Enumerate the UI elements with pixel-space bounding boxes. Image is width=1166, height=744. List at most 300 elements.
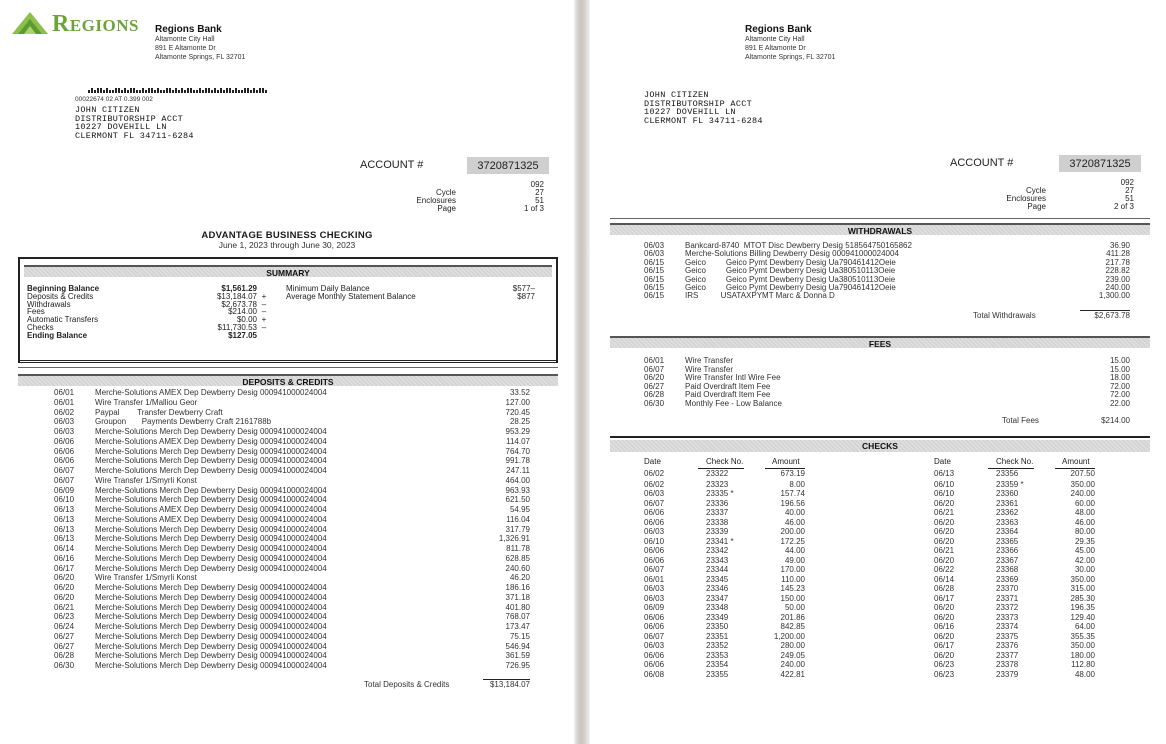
transaction-amount: 15.00 (1109, 356, 1130, 365)
check-date: 06/14 (934, 574, 955, 584)
checks-header-date: Date (644, 457, 661, 466)
statement-meta-labels (970, 179, 1046, 211)
deposits-row (0, 622, 574, 632)
check-date: 06/20 (934, 603, 955, 612)
check-number: 23353 (706, 650, 729, 660)
page-label: Page (437, 204, 456, 213)
postal-barcode (88, 85, 270, 93)
check-date: 06/17 (934, 593, 955, 603)
transaction-description: Merche-Solutions AMEX Dep Dewberry Desig 000941000024004 (95, 388, 327, 397)
fees-row (590, 356, 1166, 365)
check-date: 06/28 (934, 584, 955, 593)
check-date: 06/06 (644, 612, 665, 622)
transaction-description: Geico Geico Pymt Dewberry Desig Ua790461412Oeie (685, 257, 896, 267)
transaction-amount: 114.07 (506, 436, 530, 446)
check-amount: 50.00 (784, 603, 805, 612)
check-row (930, 584, 1130, 594)
check-row (640, 594, 840, 604)
check-row (640, 489, 840, 499)
check-number: 23379 (996, 669, 1019, 679)
checks-header: CHECKS (610, 440, 1150, 452)
page-divider (574, 0, 590, 744)
check-amount: 49.00 (784, 555, 805, 565)
check-number: 23335 * (706, 489, 734, 498)
transaction-amount: 75.15 (509, 631, 530, 641)
summary-section (18, 259, 558, 363)
check-number: 23359 * (996, 479, 1024, 489)
transaction-amount: 764.70 (505, 446, 530, 456)
summary-row (20, 308, 556, 316)
transaction-date: 06/07 (644, 364, 665, 374)
transaction-date: 06/07 (54, 466, 75, 475)
summary-value: $11,730.53 (217, 322, 257, 332)
summary-label: Ending Balance (27, 330, 88, 340)
transaction-amount: 186.16 (505, 583, 530, 592)
check-date: 06/02 (644, 479, 665, 489)
check-date: 06/06 (644, 517, 665, 527)
transaction-date: 06/27 (54, 641, 75, 651)
transaction-amount: 401.80 (505, 602, 530, 612)
transaction-description: Merche-Solutions Merch Dep Dewberry Desig 000941000024004 (95, 553, 327, 563)
transaction-date: 06/30 (54, 661, 75, 670)
check-amount: 180.00 (1070, 650, 1095, 660)
deposits-row (0, 564, 574, 574)
check-row (640, 641, 840, 651)
check-number: 23345 (706, 574, 729, 584)
check-row (930, 641, 1130, 651)
total-deposits-label: Total Deposits & Credits (364, 680, 450, 689)
transaction-description: Wire Transfer Intl Wire Fee (685, 373, 781, 383)
transaction-date: 06/10 (54, 495, 75, 505)
transaction-description: Merche-Solutions Merch Dep Dewberry Desig 000941000024004 (95, 583, 327, 592)
transaction-amount: 1,300.00 (1098, 291, 1130, 301)
transaction-description: Merche-Solutions Merch Dep Dewberry Desig 000941000024004 (95, 651, 327, 661)
transaction-amount: 991.78 (505, 456, 530, 466)
check-number: 23360 (996, 489, 1019, 498)
check-row (930, 670, 1130, 680)
check-amount: 350.00 (1070, 574, 1095, 584)
check-date: 06/08 (644, 669, 665, 679)
check-number: 23336 (706, 498, 729, 508)
check-date: 06/23 (934, 669, 955, 679)
transaction-description: Geico Geico Pymt Dewberry Desig Ua380510113Oeie (685, 274, 896, 284)
total-withdrawals-value: $2,673.78 (1094, 311, 1130, 320)
check-amount: 30.00 (1074, 565, 1095, 574)
check-amount: 842.85 (780, 622, 805, 631)
total-deposits-value: $13,184.07 (489, 680, 530, 689)
check-amount: 29.35 (1074, 536, 1095, 546)
check-number: 23370 (996, 584, 1019, 593)
check-number: 23341 * (706, 536, 734, 546)
deposits-row (0, 447, 574, 457)
transaction-amount: 720.45 (505, 407, 530, 417)
summary-label: Beginning Balance (27, 284, 100, 293)
summary-sign: – (261, 307, 267, 317)
check-date: 06/20 (934, 650, 955, 660)
deposits-row (0, 651, 574, 661)
check-number: 23342 (706, 546, 729, 555)
transaction-description: Merche-Solutions Merch Dep Dewberry Desig 000941000024004 (95, 622, 327, 631)
transaction-date: 06/15 (644, 257, 665, 267)
check-number: 23352 (706, 641, 729, 650)
check-amount: 46.00 (784, 517, 805, 527)
deposits-row (0, 408, 574, 418)
withdrawals-row (590, 291, 1166, 299)
check-row (640, 518, 840, 528)
check-amount: 422.81 (780, 669, 805, 679)
transaction-description: Merche-Solutions Merch Dep Dewberry Desig 000941000024004 (95, 592, 327, 602)
page-number: 2 of 3 (1113, 202, 1134, 211)
transaction-amount: 247.11 (506, 466, 530, 475)
deposits-row (0, 495, 574, 505)
transaction-amount: 361.59 (505, 651, 530, 661)
check-amount: 170.00 (780, 565, 805, 574)
fees-row (590, 373, 1166, 382)
withdrawals-row (590, 258, 1166, 266)
transaction-date: 06/15 (644, 274, 665, 284)
transaction-description: Merche-Solutions Merch Dep Dewberry Desig 000941000024004 (95, 446, 327, 456)
check-amount: 112.80 (1071, 660, 1095, 669)
transaction-date: 06/24 (54, 622, 75, 631)
check-row (640, 584, 840, 594)
transaction-amount: 54.95 (509, 505, 530, 514)
check-amount: 48.00 (1074, 508, 1095, 517)
check-amount: 8.00 (789, 479, 805, 489)
transaction-description: Wire Transfer 1/Malliou Geor (95, 397, 198, 407)
transaction-description: Wire Transfer 1/Smyrli Konst (95, 573, 197, 583)
transaction-date: 06/28 (644, 390, 665, 400)
check-date: 06/02 (644, 469, 665, 478)
check-number: 23367 (996, 555, 1019, 565)
transaction-date: 06/03 (644, 249, 665, 259)
check-number: 23354 (706, 660, 729, 669)
transaction-amount: 36.90 (1109, 241, 1130, 250)
summary-sign: – (261, 322, 267, 332)
transaction-amount: 173.47 (505, 622, 530, 631)
check-number: 23350 (706, 622, 729, 631)
transaction-date: 06/13 (54, 505, 75, 514)
check-date: 06/06 (644, 650, 665, 660)
regions-wordmark: Regions (52, 11, 139, 37)
transaction-date: 06/09 (54, 485, 75, 495)
summary-value: $2,673.78 (221, 299, 257, 309)
transaction-amount: 72.00 (1109, 381, 1130, 391)
check-date: 06/20 (934, 517, 955, 527)
transaction-date: 06/13 (54, 514, 75, 524)
check-date: 06/07 (644, 631, 665, 641)
check-number: 23349 (706, 612, 729, 622)
transaction-description: Groupon Payments Dewberry Craft 2161788b (95, 417, 272, 427)
summary-label: Checks (27, 322, 54, 332)
bank-address-line: Altamonte City Hall (155, 36, 215, 43)
transaction-description: Merche-Solutions AMEX Dep Dewberry Desig 000941000024004 (95, 505, 327, 514)
check-date: 06/06 (644, 546, 665, 555)
check-row (930, 622, 1130, 632)
check-amount: 673.19 (780, 469, 805, 478)
summary-label: Automatic Transfers (27, 315, 99, 325)
checks-header-date: Date (934, 457, 951, 466)
transaction-description: Geico Geico Pymt Dewberry Desig Ua790461412Oeie (685, 283, 896, 292)
product-title: ADVANTAGE BUSINESS CHECKING (201, 230, 373, 241)
transaction-description: Wire Transfer (685, 364, 734, 374)
deposits-row (0, 388, 574, 398)
summary-value: $0.00 (236, 315, 257, 325)
check-row (930, 546, 1130, 556)
summary-header: SUMMARY (24, 265, 552, 277)
check-number: 23377 (996, 650, 1019, 660)
check-amount: 196.35 (1070, 603, 1095, 612)
transaction-description: Paid Overdraft Item Fee (685, 381, 771, 391)
summary-sign: – (261, 299, 267, 309)
customer-address-line: DISTRIBUTORSHIP ACCT (644, 98, 753, 109)
transaction-amount: 239.00 (1105, 274, 1130, 284)
check-number: 23363 (996, 517, 1019, 527)
deposits-table (0, 388, 574, 678)
deposits-row (0, 661, 574, 671)
transaction-date: 06/01 (54, 397, 75, 407)
summary-row (20, 316, 556, 324)
check-date: 06/06 (644, 622, 665, 631)
deposits-row (0, 486, 574, 496)
transaction-date: 06/17 (54, 563, 75, 573)
checks-column-headers (640, 457, 840, 468)
check-date: 06/03 (644, 641, 665, 650)
transaction-amount: 127.00 (505, 397, 530, 407)
check-row (930, 613, 1130, 623)
check-row (930, 518, 1130, 528)
check-row (640, 546, 840, 556)
check-date: 06/20 (934, 631, 955, 641)
check-amount: 45.00 (1074, 546, 1095, 555)
check-row (930, 480, 1130, 490)
check-number: 23378 (996, 660, 1019, 669)
deposits-row (0, 612, 574, 622)
deposits-header: DEPOSITS & CREDITS (18, 374, 558, 386)
check-amount: 240.00 (780, 660, 805, 669)
transaction-amount: 1,326.91 (498, 534, 530, 544)
transaction-description: Merche-Solutions Billing Dewberry Desig 000941000024004 (685, 249, 899, 259)
check-date: 06/20 (934, 527, 955, 536)
transaction-amount: 240.60 (505, 563, 530, 573)
statement-meta-values (1080, 179, 1134, 211)
check-date: 06/10 (934, 489, 955, 498)
transaction-amount: 464.00 (505, 475, 530, 485)
deposits-row (0, 476, 574, 486)
transaction-date: 06/16 (54, 553, 75, 563)
customer-address-line: CLERMONT FL 34711-6284 (75, 130, 194, 141)
regions-leaf-icon (12, 12, 48, 34)
bank-name: Regions Bank (155, 24, 222, 35)
deposits-row (0, 554, 574, 564)
bank-address-line: 891 E Altamonte Dr (745, 45, 806, 52)
statement-page-2 (590, 0, 1166, 744)
deposits-row (0, 525, 574, 535)
enclosures-value: 51 (1125, 194, 1134, 203)
check-amount: 1,200.00 (773, 631, 805, 641)
transaction-amount: 15.00 (1109, 364, 1130, 374)
check-date: 06/16 (934, 622, 955, 631)
fees-row (590, 390, 1166, 399)
checks-table-left (640, 457, 840, 697)
check-date: 06/20 (934, 612, 955, 622)
summary-row (20, 332, 556, 340)
withdrawals-row (590, 249, 1166, 257)
summary-value: $1,561.29 (221, 284, 257, 293)
withdrawals-row (590, 266, 1166, 274)
check-number: 23362 (996, 508, 1019, 517)
transaction-description: Merche-Solutions AMEX Dep Dewberry Desig 000941000024004 (95, 436, 327, 446)
check-row (640, 613, 840, 623)
checks-header-amount: Amount (772, 457, 800, 466)
check-number: 23375 (996, 631, 1019, 641)
transaction-description: IRS USATAXPYMT Marc & Donna D (685, 291, 835, 301)
transaction-date: 06/15 (644, 266, 665, 276)
check-number: 23369 (996, 574, 1019, 584)
deposits-row (0, 417, 574, 427)
bank-address-line: 891 E Altamonte Dr (155, 45, 216, 52)
check-number: 23366 (996, 546, 1019, 555)
summary-row (20, 301, 556, 309)
transaction-amount: 726.95 (505, 661, 530, 670)
check-row (640, 670, 840, 680)
check-row (640, 508, 840, 518)
check-row (930, 499, 1130, 509)
check-row (640, 660, 840, 670)
check-row (640, 527, 840, 537)
check-row (930, 575, 1130, 585)
check-amount: 60.00 (1074, 498, 1095, 508)
transaction-date: 06/02 (54, 407, 75, 417)
transaction-date: 06/13 (54, 524, 75, 534)
bank-address (745, 24, 835, 62)
divider (610, 436, 1150, 438)
summary-sign: + (261, 291, 267, 301)
check-amount: 48.00 (1074, 669, 1095, 679)
transaction-description: Merche-Solutions Merch Dep Dewberry Desig 000941000024004 (95, 524, 327, 534)
check-number: 23347 (706, 593, 729, 603)
deposits-row (0, 632, 574, 642)
summary-stat-label: Average Monthly Statement Balance (286, 291, 416, 301)
enclosures-label: Enclosures (416, 196, 456, 205)
transaction-date: 06/27 (644, 381, 665, 391)
withdrawals-row (590, 241, 1166, 249)
bank-address-line: Altamonte Springs, FL 32701 (745, 54, 836, 61)
check-number: 23372 (996, 603, 1019, 612)
check-row (640, 565, 840, 575)
check-row (640, 622, 840, 632)
page-label: Page (1027, 202, 1046, 211)
check-date: 06/21 (934, 508, 955, 517)
total-fees-label: Total Fees (1002, 416, 1039, 425)
transaction-amount: 22.00 (1109, 399, 1130, 408)
check-amount: 280.00 (780, 641, 805, 650)
transaction-description: Merche-Solutions Merch Dep Dewberry Desig 000941000024004 (95, 544, 327, 553)
deposits-row (0, 466, 574, 476)
check-date: 06/06 (644, 660, 665, 669)
transaction-description: Paid Overdraft Item Fee (685, 390, 771, 400)
transaction-description: Wire Transfer (685, 356, 734, 365)
meta-code: 092 (530, 180, 544, 189)
summary-sign (257, 332, 271, 340)
enclosures-label: Enclosures (1006, 194, 1046, 203)
deposits-row (0, 593, 574, 603)
check-date: 06/03 (644, 527, 665, 536)
transaction-description: Bankcard-8740 MTOT Disc Dewberry Desig 518564750165862 (685, 241, 912, 250)
transaction-amount: 18.00 (1109, 373, 1130, 383)
check-row (930, 537, 1130, 547)
check-number: 23355 (706, 669, 729, 679)
check-amount: 40.00 (784, 508, 805, 517)
check-number: 23368 (996, 565, 1019, 574)
transaction-amount: 621.50 (505, 495, 530, 505)
bank-address-line: Altamonte Springs, FL 32701 (155, 54, 246, 61)
transaction-description: Monthly Fee - Low Balance (685, 399, 782, 408)
fees-row (590, 365, 1166, 374)
meta-code: 092 (1120, 178, 1134, 187)
check-amount: 150.00 (780, 593, 805, 603)
divider (20, 360, 556, 363)
transaction-description: Merche-Solutions Merch Dep Dewberry Desig 000941000024004 (95, 466, 327, 475)
check-number: 23348 (706, 603, 729, 612)
check-date: 06/10 (934, 479, 955, 489)
fees-row (590, 382, 1166, 391)
deposits-row (0, 456, 574, 466)
transaction-description: Merche-Solutions Merch Dep Dewberry Desig 000941000024004 (95, 631, 327, 641)
check-amount: 172.25 (780, 536, 805, 546)
check-date: 06/17 (934, 641, 955, 650)
transaction-date: 06/20 (54, 583, 75, 592)
check-amount: 64.00 (1074, 622, 1095, 631)
transaction-description: Merche-Solutions Merch Dep Dewberry Desig 000941000024004 (95, 612, 327, 622)
check-date: 06/03 (644, 584, 665, 593)
enclosures-value: 51 (535, 196, 544, 205)
check-amount: 42.00 (1074, 555, 1095, 565)
check-amount: 207.50 (1070, 469, 1095, 478)
check-date: 06/06 (644, 555, 665, 565)
cycle-value: 27 (535, 188, 544, 197)
transaction-amount: 33.52 (509, 388, 530, 397)
deposits-row (0, 583, 574, 593)
check-amount: 200.00 (780, 527, 805, 536)
summary-value: $13,184.07 (216, 291, 257, 301)
check-date: 06/06 (644, 508, 665, 517)
check-amount: 285.30 (1070, 593, 1095, 603)
cycle-value: 27 (1125, 186, 1134, 195)
check-amount: 240.00 (1070, 489, 1095, 498)
check-date: 06/22 (934, 565, 955, 574)
customer-address-line: 10227 DOVEHILL LN (644, 107, 736, 117)
transaction-date: 06/28 (54, 651, 75, 661)
account-number: 3720871325 (1059, 155, 1141, 172)
statement-meta-labels (380, 181, 456, 213)
transaction-amount: 240.00 (1105, 283, 1130, 292)
transaction-amount: 411.28 (1106, 249, 1130, 259)
check-number: 23374 (996, 622, 1019, 631)
summary-stat-value: $577– (512, 284, 535, 293)
check-amount: 201.86 (780, 612, 805, 622)
checks-header-number: Check No. (996, 457, 1034, 466)
statement-page-1 (0, 0, 574, 744)
transaction-date: 06/21 (54, 602, 75, 612)
deposits-row (0, 437, 574, 447)
cycle-label: Cycle (435, 188, 456, 197)
transaction-date: 06/06 (54, 436, 75, 446)
check-number: 23323 (706, 479, 729, 489)
check-amount: 44.00 (784, 546, 805, 555)
check-date: 06/20 (934, 555, 955, 565)
withdrawals-row (590, 283, 1166, 291)
checks-header-amount: Amount (1062, 457, 1090, 466)
